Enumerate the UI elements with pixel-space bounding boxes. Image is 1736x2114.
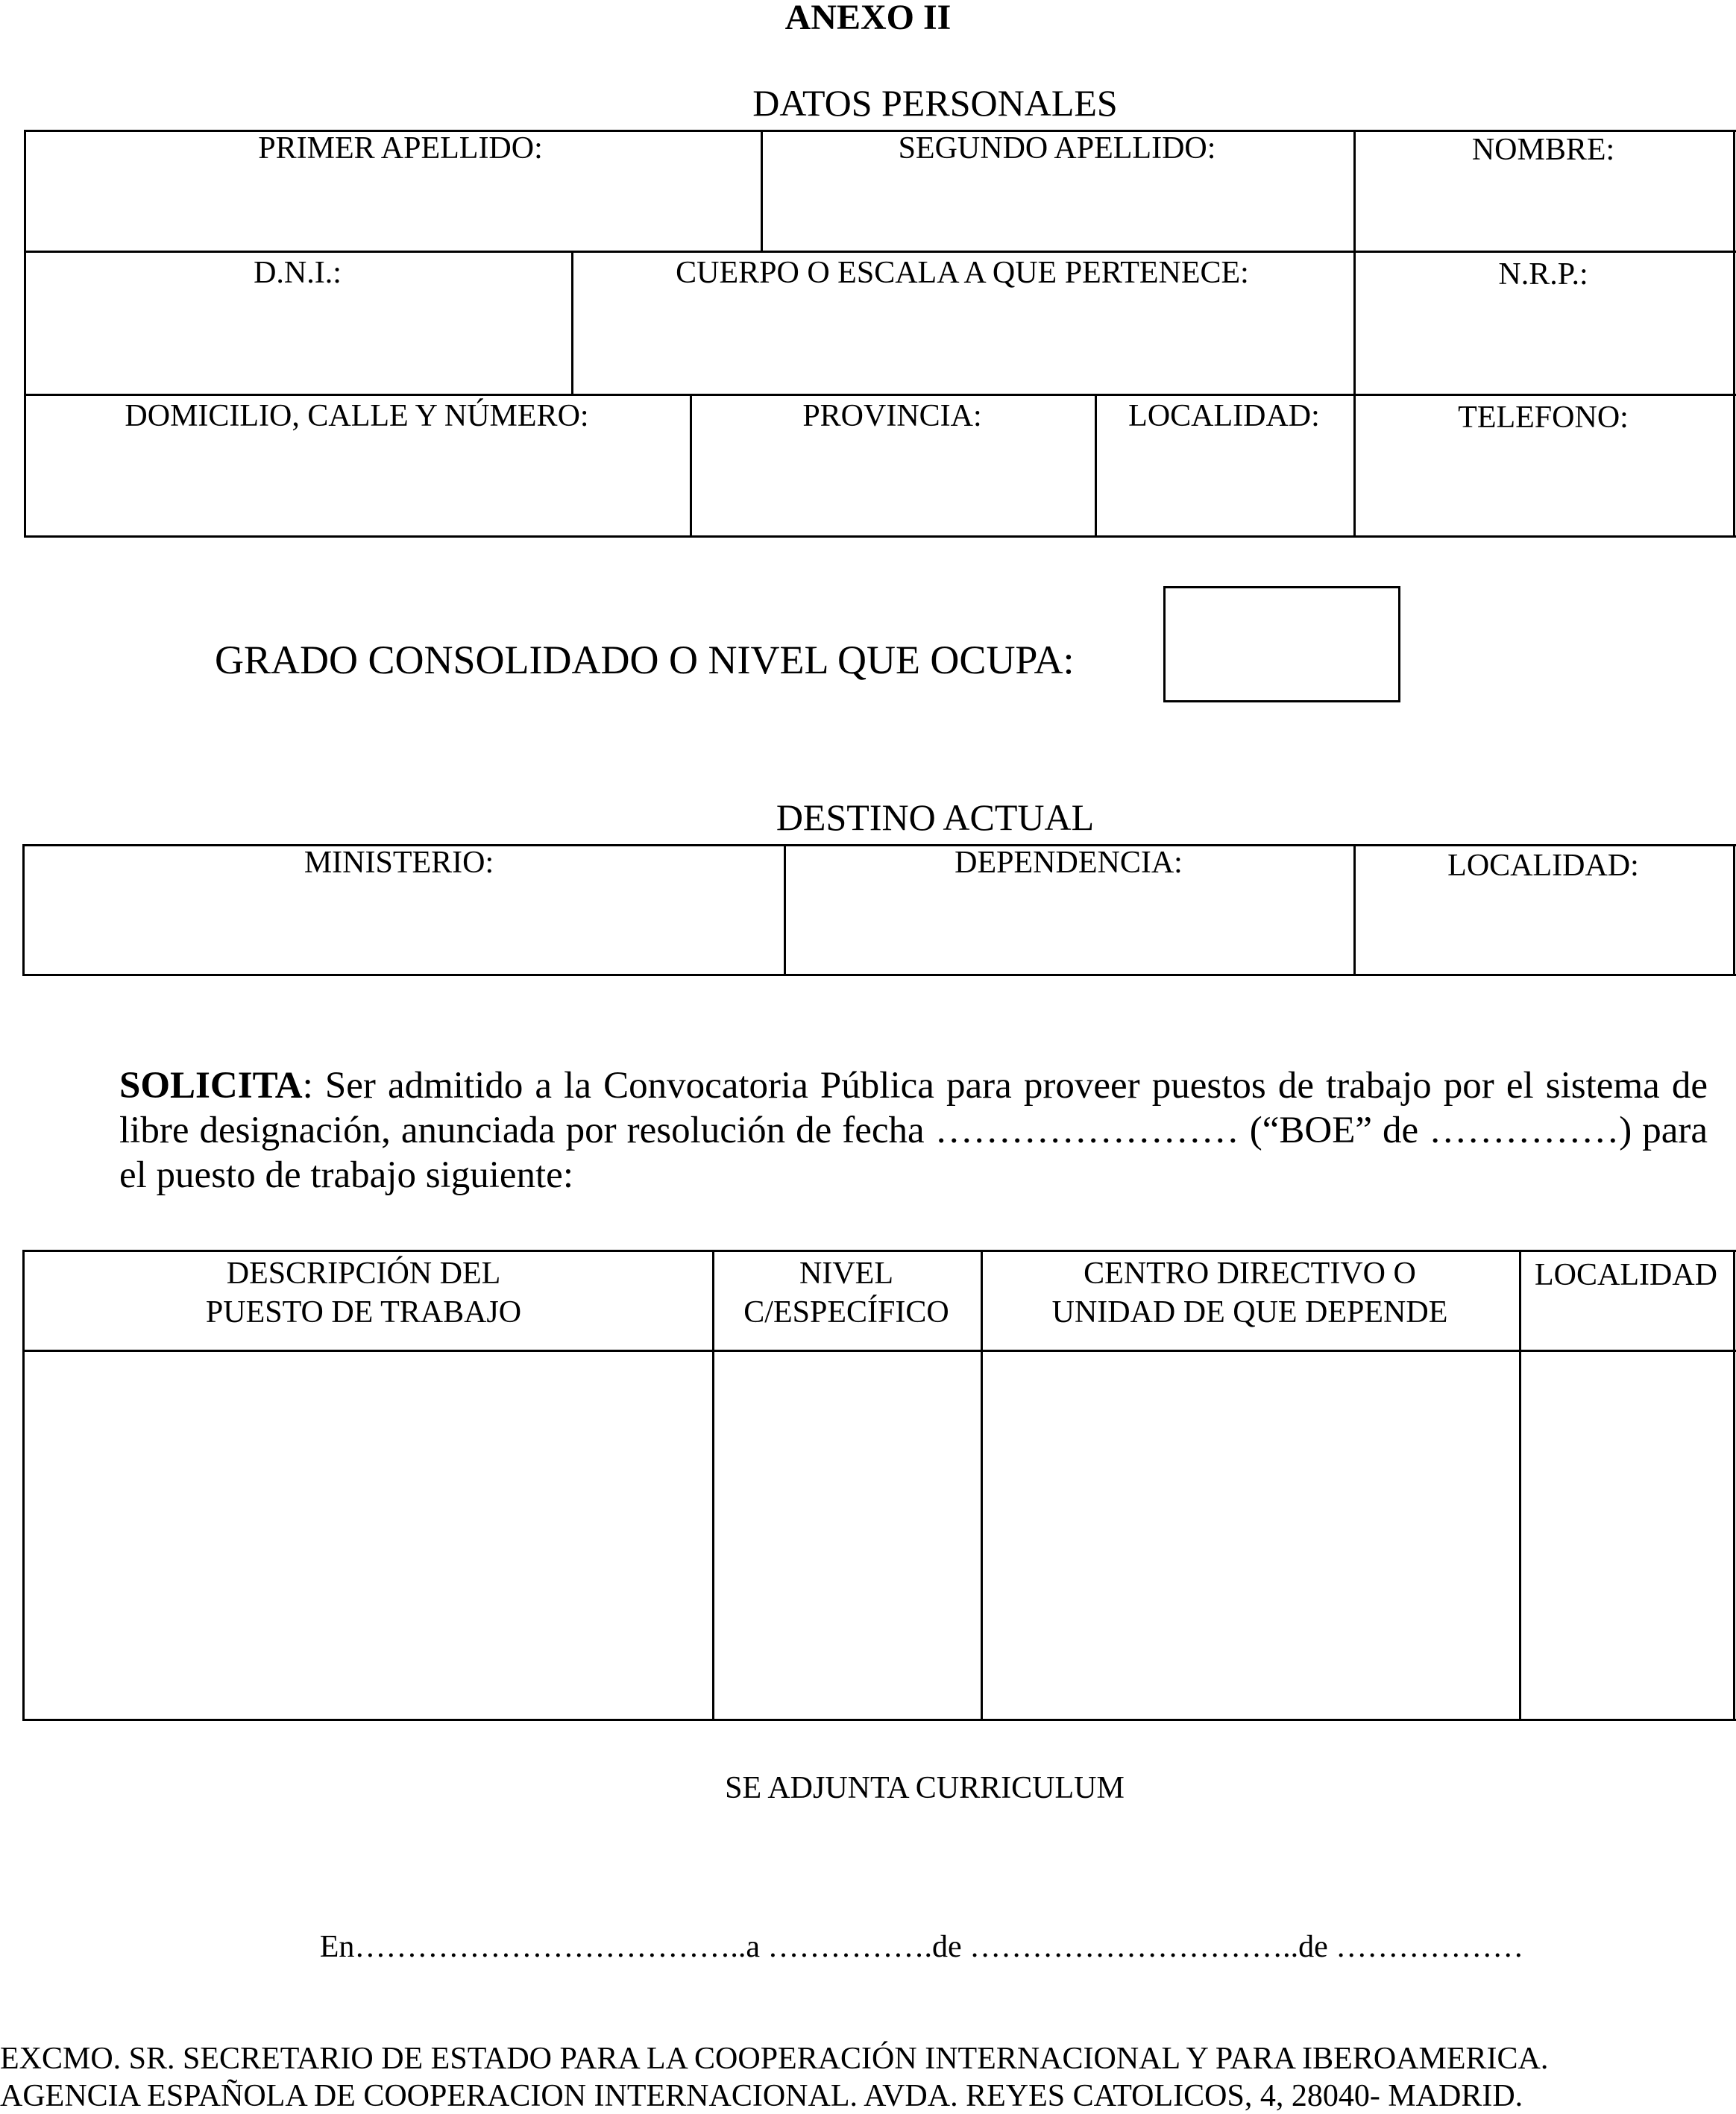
dependencia-label: DEPENDENCIA: (955, 846, 1183, 880)
puesto-header-centro: CENTRO DIRECTIVO O UNIDAD DE QUE DEPENDE (1051, 1256, 1448, 1330)
localidad-label: LOCALIDAD: (1128, 399, 1320, 433)
dni-label: D.N.I.: (254, 256, 342, 290)
segundo-apellido-label: SEGUNDO APELLIDO: (898, 131, 1216, 166)
nombre-label: NOMBRE: (1471, 133, 1615, 167)
grado-input-box[interactable] (1163, 586, 1400, 702)
grado-label: GRADO CONSOLIDADO O NIVEL QUE OCUPA: (215, 638, 1075, 682)
datos-personales-heading: DATOS PERSONALES (752, 82, 1118, 124)
primer-apellido-label: PRIMER APELLIDO: (258, 131, 543, 166)
domicilio-label: DOMICILIO, CALLE Y NÚMERO: (125, 399, 589, 433)
footer-line-1: EXCMO. SR. SECRETARIO DE ESTADO PARA LA COOPERACIÓN INTERNACIONAL Y PARA IBEROAMERICA. (0, 2042, 1549, 2076)
fecha-line: En………………………………..a …………….de …………………………..de ……………… (319, 1930, 1524, 1964)
puesto-header-localidad: LOCALIDAD (1535, 1258, 1717, 1292)
solicita-label: SOLICITA (119, 1065, 303, 1107)
adjunta-curriculum: SE ADJUNTA CURRICULUM (725, 1771, 1125, 1805)
telefono-label: TELEFONO: (1458, 400, 1629, 435)
ministerio-label: MINISTERIO: (304, 846, 494, 880)
provincia-label: PROVINCIA: (802, 399, 982, 433)
nrp-label: N.R.P.: (1498, 257, 1588, 292)
puesto-header-descripcion: DESCRIPCIÓN DEL PUESTO DE TRABAJO (205, 1256, 522, 1330)
cuerpo-escala-label: CUERPO O ESCALA A QUE PERTENECE: (676, 256, 1249, 290)
solicita-paragraph (119, 1063, 1708, 1198)
destino-actual-heading: DESTINO ACTUAL (776, 796, 1095, 838)
destino-localidad-label: LOCALIDAD: (1447, 849, 1639, 883)
solicita-text: : Ser admitido a la Convocatoria Pública para proveer puestos de trabajo por el sistema de libre designación, anunciada por resolución de fecha …………………… (“BOE” de ……………) para el puesto de trabajo siguiente: (119, 1065, 1708, 1196)
footer-line-2: AGENCIA ESPAÑOLA DE COOPERACION INTERNACIONAL. AVDA. REYES CATOLICOS, 4, 28040- MADRID. (0, 2079, 1523, 2113)
puesto-header-nivel: NIVEL C/ESPECÍFICO (743, 1256, 949, 1330)
page-title: ANEXO II (784, 0, 952, 37)
